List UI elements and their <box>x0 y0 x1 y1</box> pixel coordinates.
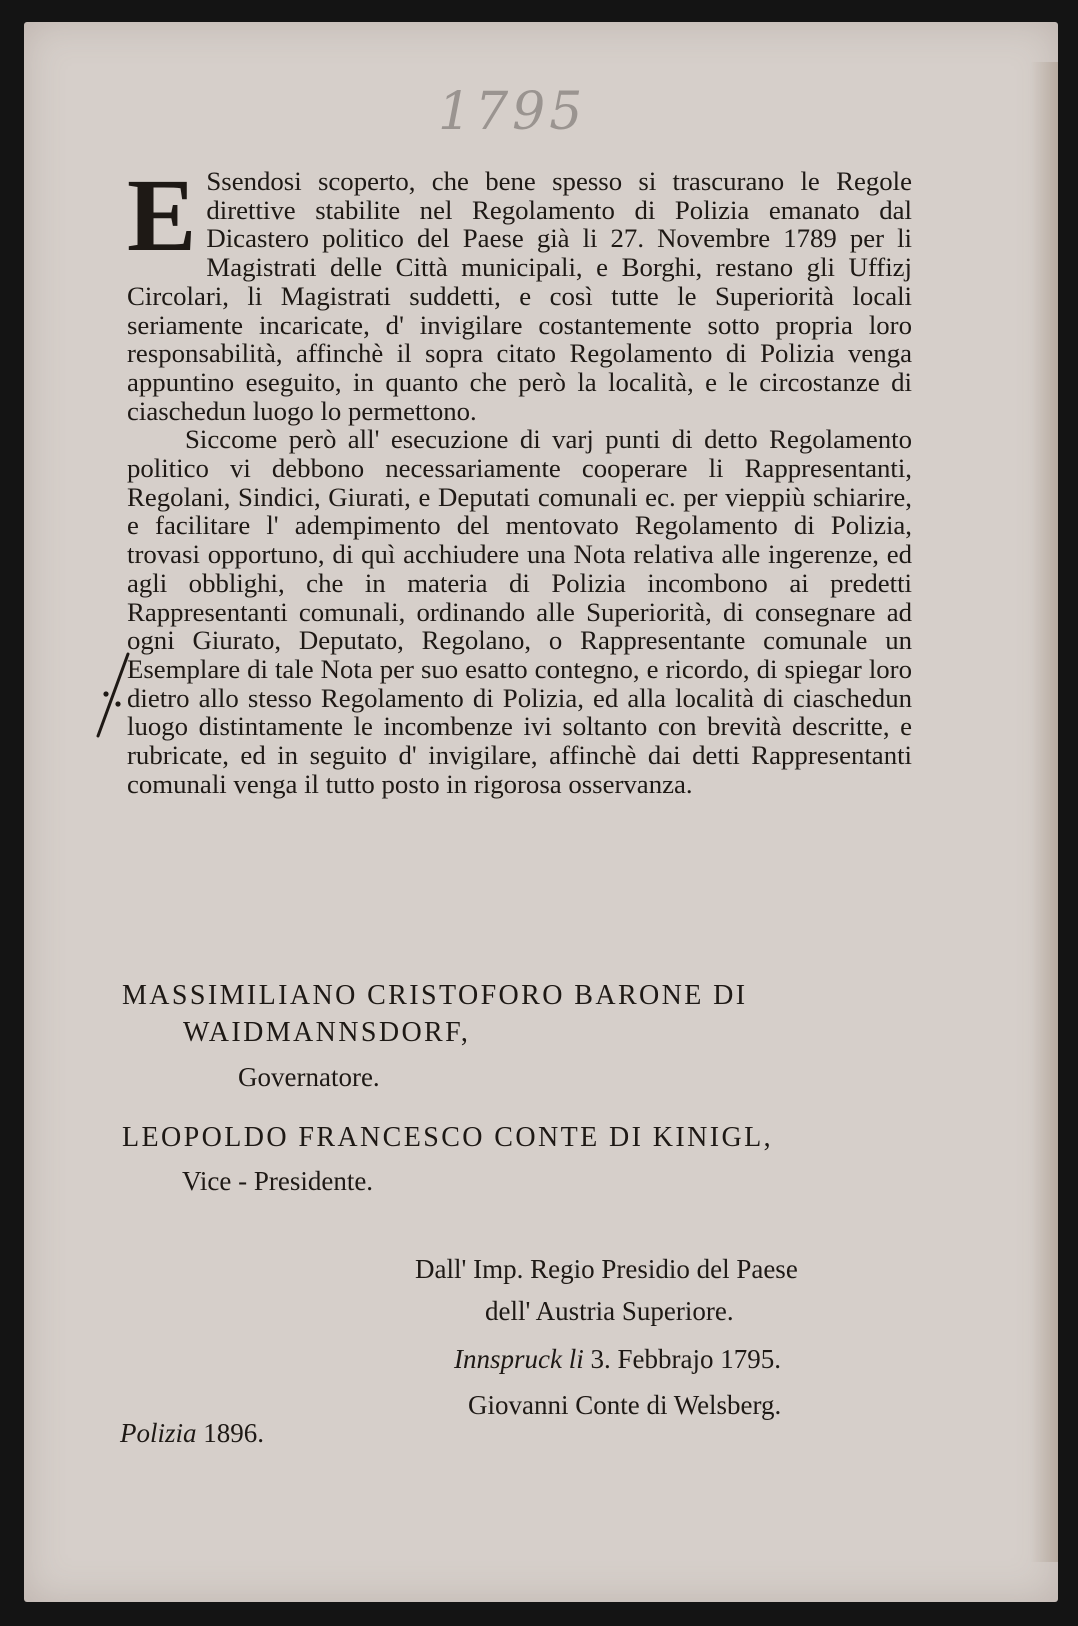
place-and-date <box>454 1344 781 1375</box>
document-page <box>24 22 1058 1602</box>
place-name: Innspruck li <box>454 1344 584 1374</box>
countersignature: Giovanni Conte di Welsberg. <box>468 1390 782 1420</box>
paragraph-2: Siccome però all' esecuzione di varj punti di detto Regolamento politico vi debbono necessariamente cooperare li Rappresentanti, Regolani, Sindici, Giurati, e Deputati comunali ec. per vieppiù schiarire, e facilitare l' adempimento del mentovato Regolamento di Polizia, trovasi opportuno, di quì acchiudere una Nota relativa alle ingerenze, ed agli obblighi, che in materia di Polizia incombono ai predetti Rappresentanti comunali, ordinando alle Superiorità, di consegnare ad ogni Giurato, Deputato, Regolano, o Rappresentante comunale un Esemplare di tale Nota per suo esatto contegno, e ricordo, di spiegar loro dietro allo stesso Regolamento di Polizia, ed alla località di ciaschedun luogo distintamente le incombenze ivi soltanto con brevità descritte, e rubricate, ed in seguito d' invigilare, affinchè dai detti Rappresentanti comunali venga il tutto posto in rigorosa osservanza. <box>127 424 912 799</box>
issue-date: 3. Febbrajo 1795. <box>590 1344 781 1374</box>
reference-number <box>120 1418 264 1449</box>
governor-name-line2: WAIDMANNSDORF, <box>183 1017 471 1048</box>
issuing-office-line2: dell' Austria Superiore. <box>485 1296 734 1326</box>
reference-value: 1896. <box>203 1418 265 1448</box>
drop-cap: E <box>127 158 197 273</box>
governor-title: Governatore. <box>238 1062 380 1092</box>
paragraph-1 <box>127 158 912 426</box>
margin-pen-mark-icon <box>94 650 134 740</box>
paragraph-1-text: Ssendosi scoperto, che bene spesso si trascurano le Regole direttive stabilite nel Regolamento di Polizia emanato dal Dicastero politico del Paese già li 27. Novembre 1789 per li Magistrati delle Città municipali, e Borghi, restano gli Uffizj Circolari, li Magistrati suddetti, e così tutte le Superiorità locali seriamente incaricate, d' invigilare costantemente sotto propria loro responsabilità, affinchè il sopra citato Regolamento di Polizia venga appuntino eseguito, in quanto che però la località, e le circostanze di ciaschedun luogo lo permettono. <box>127 166 912 426</box>
governor-name-line1: MASSIMILIANO CRISTOFORO BARONE DI <box>122 980 748 1011</box>
vice-president-title: Vice - Presidente. <box>182 1166 374 1196</box>
decree-body <box>127 158 912 799</box>
issuing-office-line1: Dall' Imp. Regio Presidio del Paese <box>415 1254 798 1284</box>
reference-label: Polizia <box>120 1418 197 1448</box>
vice-president-name: LEOPOLDO FRANCESCO CONTE DI KINIGL, <box>122 1122 773 1153</box>
handwritten-year-annotation: 1795 <box>438 82 587 142</box>
